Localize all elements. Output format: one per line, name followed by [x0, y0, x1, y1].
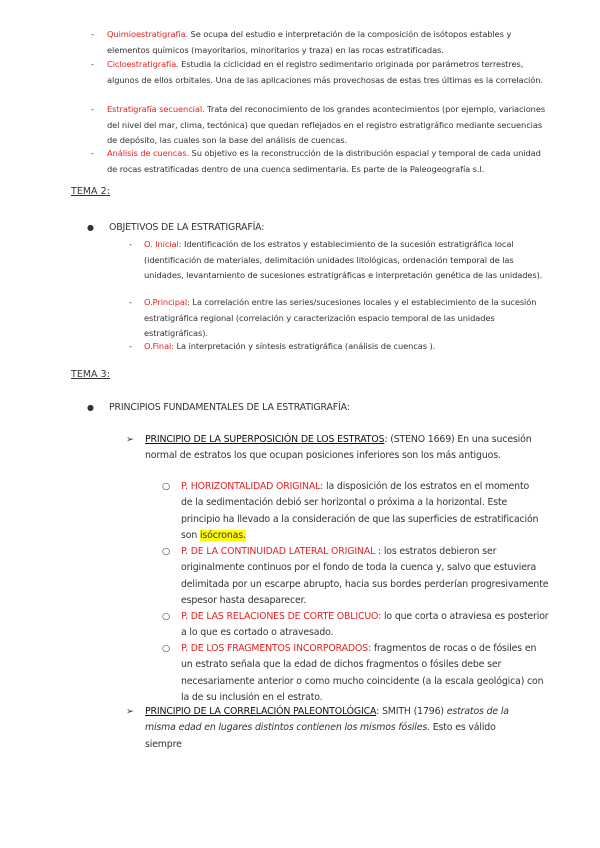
sub-continuidad-lateral	[162, 544, 551, 610]
principle-correlacion-paleontologica	[126, 704, 535, 753]
definition: lo que corta o atraviesa es posterior a lo que es cortado o atravesado.	[181, 611, 549, 639]
circle-marker: ○	[162, 611, 171, 622]
principle-text: : (STENO 1669) En una sucesión normal de estratos los que ocupan posiciones inferiores son los más antiguos.	[145, 434, 532, 462]
dash-marker: -	[91, 59, 94, 69]
definition: : los estratos debieron ser originalmente continuos por el fondo de toda la cuenca y, salvo que estuviera delimitada por un escarpe abrupto, hacia sus bordes perderían progresivamente espesor hasta desaparecer.	[181, 546, 549, 607]
tema3-bullet	[87, 400, 529, 416]
term: P. HORIZONTALIDAD ORIGINAL:	[181, 481, 324, 492]
list-item-analisis-cuencas	[91, 146, 547, 177]
term: P. DE LOS FRAGMENTOS INCORPORADOS:	[181, 643, 371, 654]
dash-marker: -	[91, 104, 94, 114]
dash-marker: -	[129, 341, 132, 351]
term: Estratigrafía secuencial.	[107, 104, 205, 114]
definition: La interpretación y síntesis estratigráfica (análisis de cuencas ).	[173, 341, 436, 351]
definition: La correlación entre las series/sucesiones locales y el establecimiento de la sucesión estratigráfica regional (correlación y caracterización espacio temporal de las unidades estratigráficas).	[144, 297, 537, 339]
objective-final	[129, 339, 544, 355]
definition: Se ocupa del estudio e interpretación de la composición de isótopos estables y elementos químicos (mayoritarios, minoritarios y traza) en las rocas estratificadas.	[107, 29, 512, 55]
arrow-marker: ➢	[126, 706, 134, 717]
sub-fragmentos-incorporados	[162, 641, 546, 707]
definition: Estudia la ciclicidad en el registro sedimentario originada por parámetros terrestres, algunos de ellos orbitales. Una de las aplicaciones más provechosas de estas tres últimas es la correlación.	[107, 59, 543, 85]
tema2-bullet	[87, 220, 529, 236]
circle-marker: ○	[162, 481, 171, 492]
dash-marker: -	[129, 297, 132, 307]
term: Análisis de cuencas.	[107, 148, 190, 158]
objective-principal	[129, 295, 544, 342]
principle-title: PRINCIPIO DE LA CORRELACIÓN PALEONTOLÓGICA	[145, 706, 377, 717]
principle-superposicion	[126, 432, 535, 465]
definition: fragmentos de rocas o de fósiles en un estrato señala que la edad de dichos fragmentos o fósiles debe ser necesariamente anterior o como mucho coincidente (a la escala geológica) con la de su inclusión en el estrato.	[181, 643, 544, 704]
dash-marker: -	[91, 148, 94, 158]
principle-text: : SMITH (1796)	[376, 706, 447, 717]
term: Quimioestratigrafía.	[107, 29, 189, 39]
tema3-heading: TEMA 3:	[71, 369, 110, 380]
list-item-cicloestratigrafia	[91, 57, 547, 88]
term: O. Inicial:	[144, 239, 182, 249]
circle-marker: ○	[162, 643, 171, 654]
objective-inicial	[129, 237, 544, 284]
circle-marker: ○	[162, 546, 171, 557]
principle-title: PRINCIPIO DE LA SUPERPOSICIÓN DE LOS ESTRATOS	[145, 434, 385, 445]
term: P. DE LA CONTINUIDAD LATERAL ORIGINAL	[181, 546, 376, 557]
sub-horizontalidad	[162, 479, 541, 545]
definition: Trata del reconocimiento de los grandes acontecimientos (por ejemplo, variaciones del nivel del mar, clima, tectónica) que quedan reflejados en el registro estratigráfico mediante secuencias de depósito, las cuales son la base del análisis de cuencas.	[107, 104, 546, 146]
bullet-marker: ●	[87, 403, 94, 412]
bullet-marker: ●	[87, 223, 94, 232]
bullet-text: PRINCIPIOS FUNDAMENTALES DE LA ESTRATIGRAFÍA:	[109, 402, 350, 413]
arrow-marker: ➢	[126, 434, 134, 445]
highlight-isocronas: isócronas.	[199, 530, 246, 542]
list-item-quimioestratigrafia	[91, 27, 547, 58]
sub-corte-oblicuo	[162, 609, 551, 642]
term: O.Principal:	[144, 297, 190, 307]
term: Cicloestratigrafía.	[107, 59, 179, 69]
term: O.Final:	[144, 341, 174, 351]
list-item-estratigrafia-secuencial	[91, 102, 547, 149]
principle-italic: estratos de la misma edad en lugares distintos contienen los mismos fósiles.	[145, 706, 509, 734]
definition: Su objetivo es la reconstrucción de la distribución espacial y temporal de cada unidad de rocas estratificadas dentro de una cuenca sedimentaria. Es parte de la Paleogeografía s.l.	[107, 148, 541, 174]
definition: la disposición de los estratos en el momento de la sedimentación debió ser horizontal o próxima a la horizontal. Este principio ha llevado a la consideración de que las superficies de estratificación son	[181, 481, 539, 542]
definition: Identificación de los estratos y establecimiento de la sucesión estratigráfica local (identificación de materiales, delimitación unidades litológicas, ordenación temporal de las unidades, levantamiento de sucesiones estratigráficas e interpretación genética de las unidades).	[144, 239, 543, 281]
term: P. DE LAS RELACIONES DE CORTE OBLICUO:	[181, 611, 382, 622]
principle-text-end: Esto es válido siempre	[145, 722, 496, 750]
bullet-text: OBJETIVOS DE LA ESTRATIGRAFÍA:	[109, 222, 265, 233]
dash-marker: -	[91, 29, 94, 39]
dash-marker: -	[129, 239, 132, 249]
tema2-heading: TEMA 2:	[71, 186, 110, 197]
